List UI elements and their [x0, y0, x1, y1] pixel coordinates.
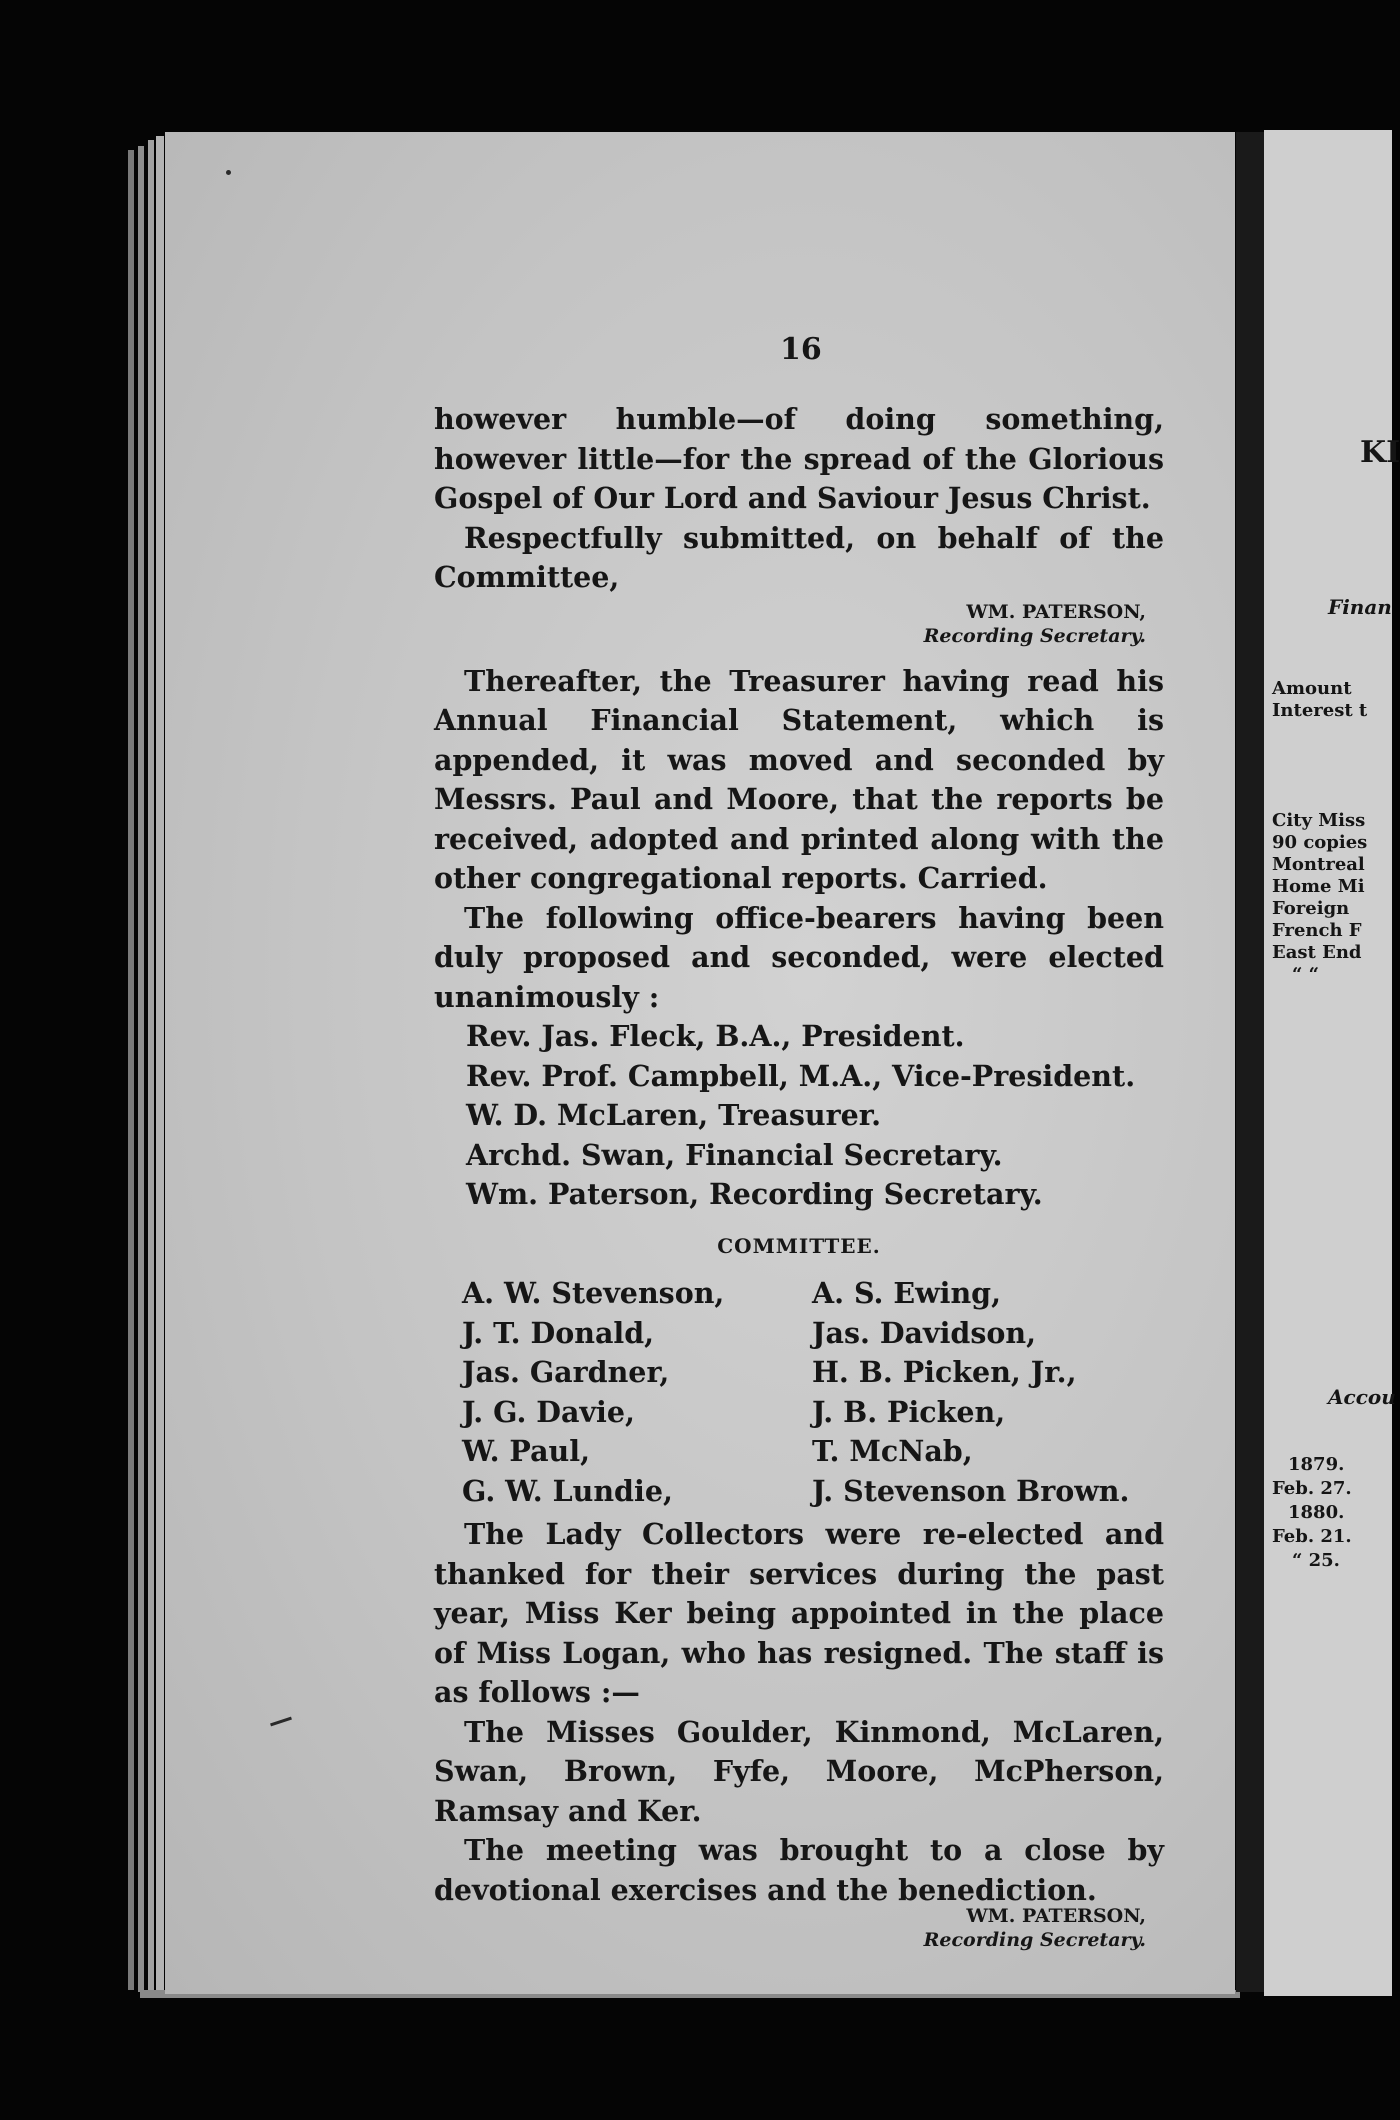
- page-speck: [226, 170, 231, 175]
- officer-entry: Wm. Paterson, Recording Secretary.: [466, 1177, 1043, 1211]
- officer-entry: Rev. Jas. Fleck, B.A., President.: [466, 1019, 965, 1053]
- right-page-date: “ 25.: [1292, 1550, 1340, 1571]
- officer-entry: Archd. Swan, Financial Secretary.: [466, 1137, 1003, 1172]
- committee-member: H. B. Picken, Jr.,: [812, 1355, 1077, 1389]
- committee-member: Jas. Davidson,: [812, 1315, 1037, 1350]
- right-page-date: 1880.: [1288, 1502, 1345, 1523]
- book-gutter: [1236, 132, 1264, 1992]
- right-page-heading: KI: [1360, 435, 1400, 470]
- committee-member: J. Stevenson Brown.: [812, 1473, 1130, 1508]
- right-page-line: East End: [1272, 942, 1362, 963]
- paragraph-submitted: Respectfully submitted, on behalf of the Committee,: [434, 520, 1164, 594]
- committee-column-left: [462, 1274, 812, 1511]
- signature-block: [434, 1904, 1164, 1952]
- right-page-line: Amount: [1272, 678, 1352, 699]
- right-page-line: Foreign: [1272, 898, 1350, 919]
- right-page-line: French F: [1272, 920, 1362, 941]
- paragraph-misses: The Misses Goulder, Kinmond, McLaren, Swan, Brown, Fyfe, Moore, McPherson, Ramsay and Ker.: [434, 1714, 1164, 1828]
- committee-list: [462, 1274, 1164, 1511]
- committee-member: Jas. Gardner,: [462, 1355, 670, 1389]
- right-page-line: 90 copies: [1272, 832, 1368, 853]
- signature-title: Recording Secretary.: [923, 624, 1146, 647]
- page-edge: [138, 146, 144, 1992]
- page-edge: [156, 136, 164, 1994]
- committee-member: W. Paul,: [462, 1434, 591, 1468]
- paragraph-closing: The meeting was brought to a close by devotional exercises and the benediction.: [434, 1833, 1164, 1907]
- right-page-line: Home Mi: [1272, 876, 1365, 897]
- officers-list: [466, 1017, 1164, 1215]
- signature-name: WM. PATERSON,: [966, 600, 1146, 623]
- right-page-date: Feb. 21.: [1272, 1526, 1352, 1547]
- committee-member: G. W. Lundie,: [462, 1473, 673, 1508]
- right-page-fragment: [1264, 130, 1400, 1996]
- committee-member: J. G. Davie,: [462, 1394, 635, 1429]
- right-page-subheading: Accou: [1328, 1385, 1396, 1409]
- page-edge: [128, 150, 134, 1990]
- signature-title: Recording Secretary.: [923, 1929, 1146, 1951]
- right-page-subheading: Finan: [1328, 595, 1392, 619]
- page-number: 16: [780, 332, 822, 367]
- signature-block: [434, 600, 1164, 648]
- committee-column-right: [812, 1274, 1162, 1511]
- paragraph-office-bearers: The following office-bearers having been duly proposed and seconded, were elected unanimously :: [434, 900, 1164, 1014]
- right-page-line: Interest t: [1272, 700, 1368, 721]
- paragraph-lady-collectors: The Lady Collectors were re-elected and thanked for their services during the past year, Miss Ker being appointed in the place of Miss Logan, who has resigned. The staff is as follows :—: [434, 1517, 1164, 1709]
- page-body: [434, 400, 1164, 1952]
- right-page-line: City Miss: [1272, 810, 1366, 831]
- right-page-date: 1879.: [1288, 1454, 1345, 1475]
- committee-member: A. S. Ewing,: [812, 1276, 1002, 1310]
- officer-entry: Rev. Prof. Campbell, M.A., Vice-President.: [466, 1058, 1136, 1093]
- committee-member: T. McNab,: [812, 1434, 973, 1468]
- committee-member: A. W. Stevenson,: [462, 1276, 725, 1310]
- committee-member: J. B. Picken,: [812, 1394, 1006, 1429]
- signature-name: WM. PATERSON,: [966, 1905, 1146, 1927]
- page-edge: [148, 140, 154, 1992]
- right-page-date: Feb. 27.: [1272, 1478, 1352, 1499]
- paragraph-treasurer: Thereafter, the Treasurer having read his Annual Financial Statement, which is appended, it was moved and seconded by Messrs. Paul and Moore, that the reports be received, adopted and printed along with the other congregational reports. Carried.: [434, 663, 1164, 895]
- right-page-line: “ “: [1292, 964, 1319, 985]
- paragraph-continuation: however humble—of doing something, however little—for the spread of the Glorious Gospel of Our Lord and Saviour Jesus Christ.: [434, 402, 1164, 515]
- officer-entry: W. D. McLaren, Treasurer.: [466, 1098, 882, 1132]
- committee-heading: COMMITTEE.: [717, 1233, 881, 1258]
- committee-member: J. T. Donald,: [462, 1315, 655, 1350]
- right-page-line: Montreal: [1272, 854, 1365, 875]
